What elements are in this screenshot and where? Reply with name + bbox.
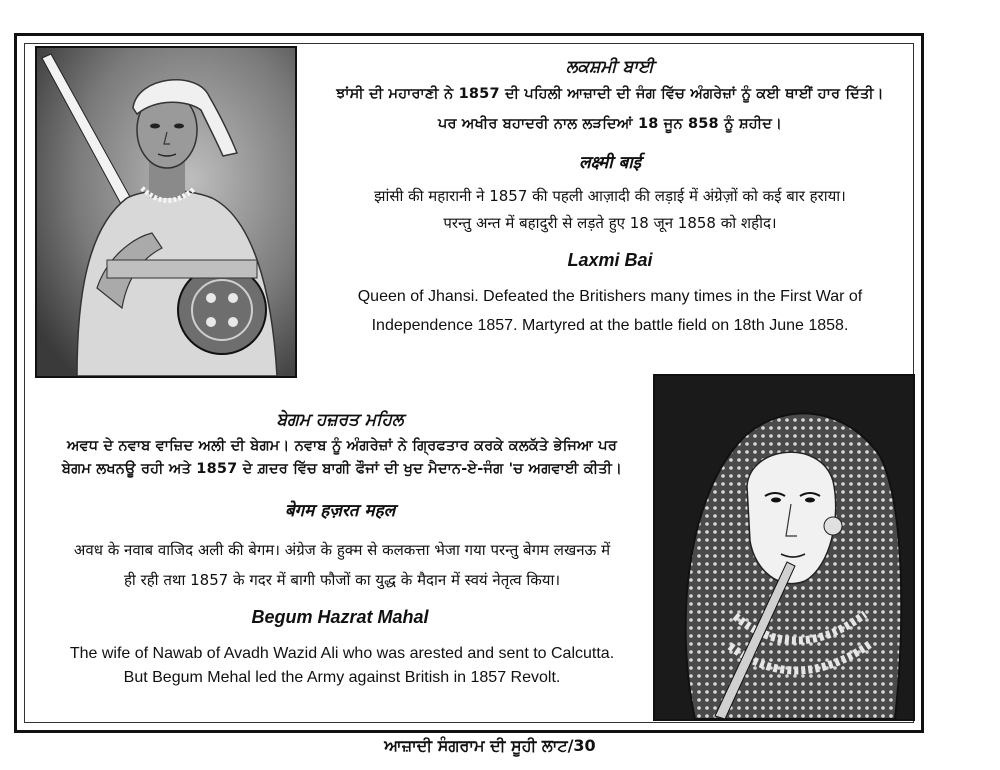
laxmi-punjabi-line-2: ਪਰ ਅਖੀਰ ਬਹਾਦਰੀ ਨਾਲ ਲੜਦਿਆਂ 18 ਜੂਨ 858 ਨੂੰ ਸ਼ਹੀਦ। — [437, 116, 783, 132]
begum-english-line-2: But Begum Mehal led the Army against British in 1857 Revolt. — [123, 669, 561, 686]
laxmi-english-line-1: Queen of Jhansi. Defeated the Britishers many times in the First War of — [357, 288, 863, 305]
laxmi-english-line-2: Independence 1857. Martyred at the battle field on 18th June 1858. — [371, 317, 849, 334]
laxmi-punjabi-line-1: ਝਾਂਸੀ ਦੀ ਮਹਾਰਾਣੀ ਨੇ 1857 ਦੀ ਪਹਿਲੀ ਆਜ਼ਾਦੀ ਦੀ ਜੰਗ ਵਿੱਚ ਅੰਗਰੇਜ਼ਾਂ ਨੂੰ ਕਈ ਥਾਈਂ ਹਾਰ ਦਿੱਤੀ। — [336, 86, 884, 102]
begum-hindi-line-2: ही रही तथा 1857 के गदर में बागी फौजों का युद्ध के मैदान में स्वयं नेतृत्व किया। — [123, 571, 561, 589]
laxmi-hindi-line-1: झांसी की महारानी ने 1857 की पहली आज़ादी की लड़ाई में अंग्रेज़ों को कई बार हराया। — [374, 187, 846, 205]
laxmi-title-hindi: लक्ष्मी बाई — [578, 153, 642, 173]
begum-english-line-1: The wife of Nawab of Avadh Wazid Ali who was arested and sent to Calcutta. — [69, 645, 615, 662]
laxmi-hindi-line-2: परन्तु अन्त में बहादुरी से लड़ते हुए 18 जून 1858 को शहीद। — [443, 214, 777, 232]
begum-punjabi-line-2: ਬੇਗਮ ਲਖਨਊ ਰਹੀ ਅਤੇ 1857 ਦੇ ਗ਼ਦਰ ਵਿੱਚ ਬਾਗੀ ਫੌਜਾਂ ਦੀ ਖੁਦ ਮੈਦਾਨ-ਏ-ਜੰਗ 'ਚ ਅਗਵਾਈ ਕੀਤੀ। — [61, 461, 623, 477]
begum-title-english: Begum Hazrat Mahal — [251, 607, 429, 627]
page-footer: ਆਜ਼ਾਦੀ ਸੰਗਰਾਮ ਦੀ ਸੂਹੀ ਲਾਟ/30 — [384, 736, 596, 755]
laxmi-title-english: Laxmi Bai — [567, 250, 653, 270]
begum-title-hindi: बेगम हज़रत महल — [284, 501, 396, 521]
begum-hazrat-mahal-portrait — [653, 374, 915, 721]
begum-hindi-line-1: अवध के नवाब वाजिद अली की बेगम। अंग्रेज के हुक्म से कलकत्ता भेजा गया परन्तु बेगम लखनऊ में — [73, 541, 611, 559]
begum-title-punjabi: ਬੇਗਮ ਹਜ਼ਰਤ ਮਹਿਲ — [276, 410, 404, 430]
begum-punjabi-line-1: ਅਵਧ ਦੇ ਨਵਾਬ ਵਾਜ਼ਿਦ ਅਲੀ ਦੀ ਬੇਗਮ। ਨਵਾਬ ਨੂੰ ਅੰਗਰੇਜ਼ਾਂ ਨੇ ਗ੍ਰਿਫਤਾਰ ਕਰਕੇ ਕਲਕੱਤੇ ਭੇਜਿਆ ਪਰ — [66, 438, 618, 454]
laxmi-title-punjabi: ਲਕਸ਼ਮੀ ਬਾਈ — [566, 57, 654, 77]
laxmi-bai-portrait — [35, 46, 297, 378]
